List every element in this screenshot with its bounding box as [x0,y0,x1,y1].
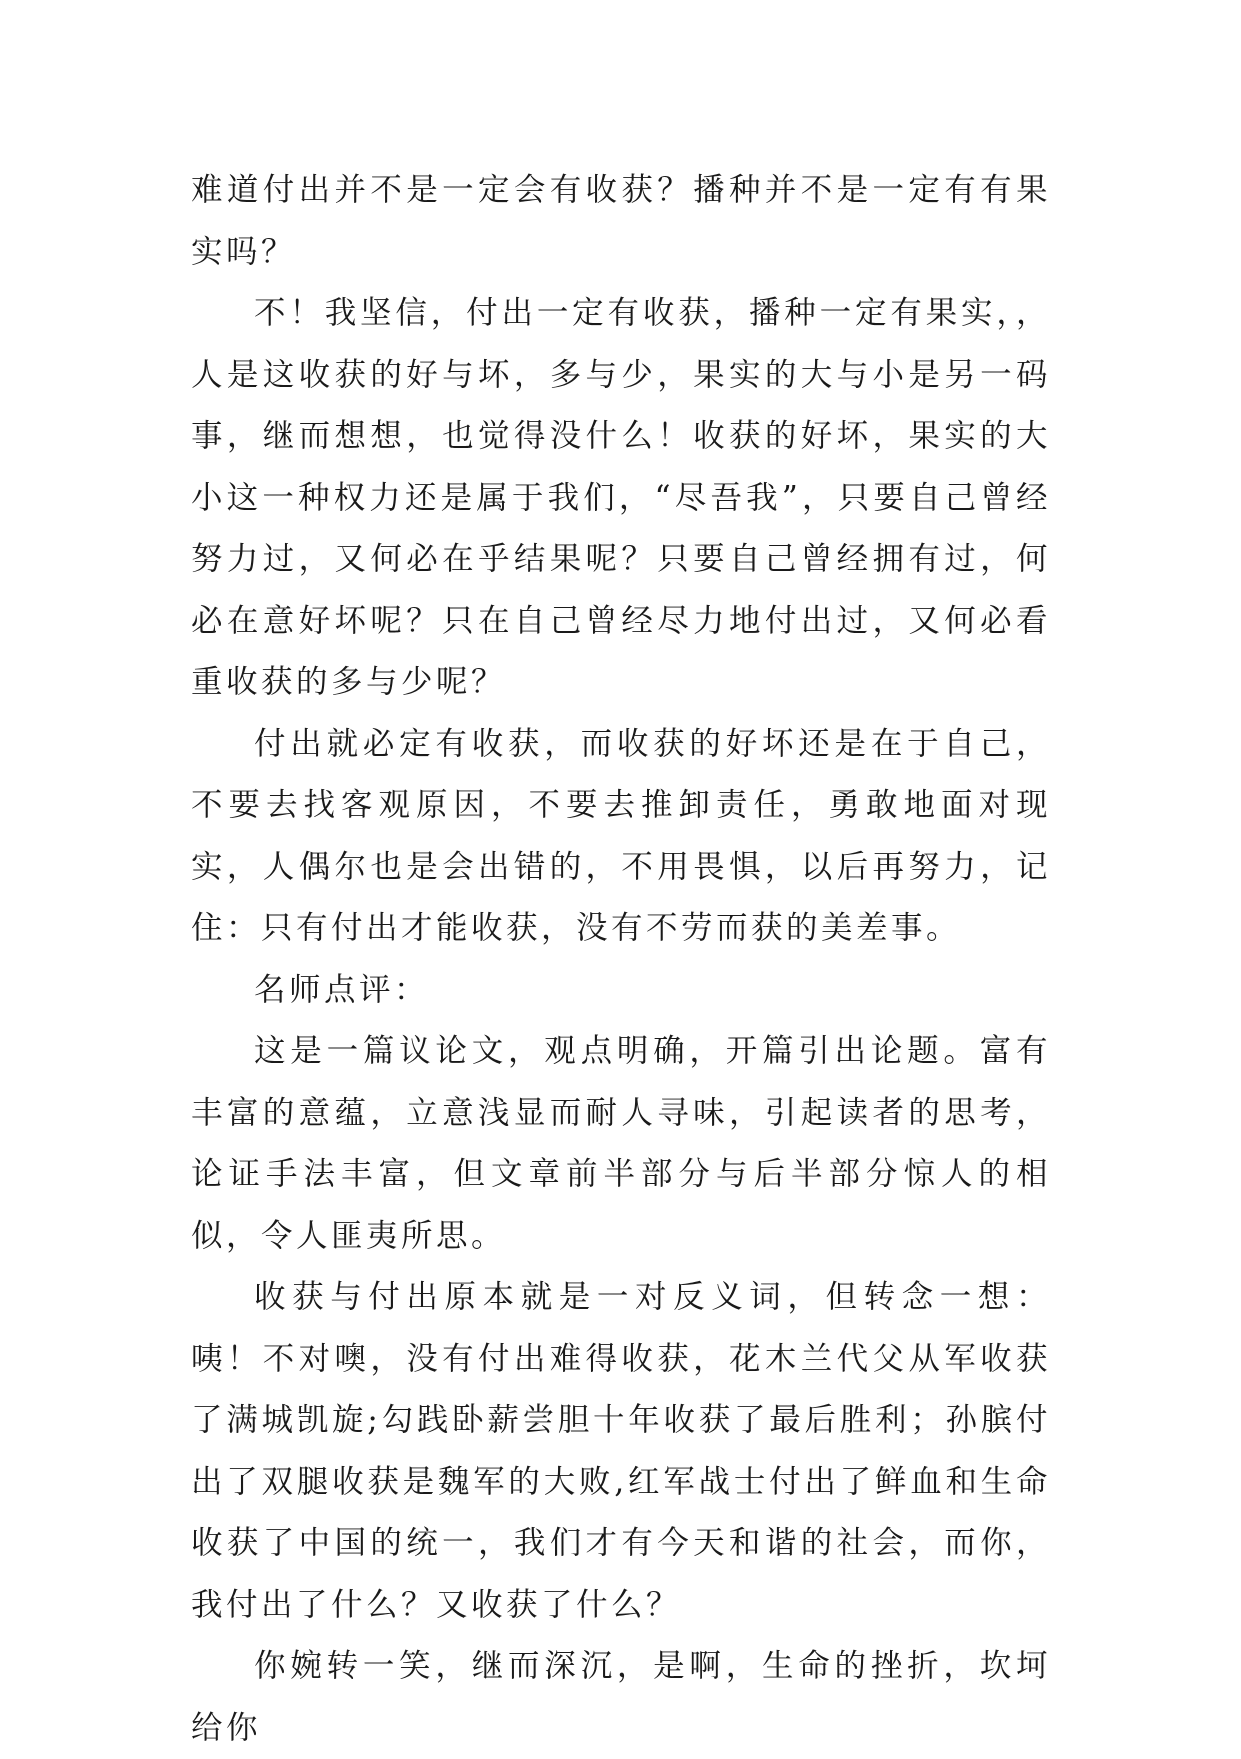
paragraph: 收获与付出原本就是一对反义词，但转念一想：咦！不对噢，没有付出难得收获，花木兰代父从军收获了满城凯旋;勾践卧薪尝胆十年收获了最后胜利；孙膑付出了双腿收获是魏军的大败,红军战士付出了鲜血和生命收获了中国的统一，我们才有今天和谐的社会，而你，我付出了什么？又收获了什么？ [191,1279,1051,1623]
essay-body [191,160,1051,1759]
paragraph: 你婉转一笑，继而深沉，是啊，生命的挫折，坎坷给你 [191,1648,1051,1746]
paragraph-continuation: 难道付出并不是一定会有收获？播种并不是一定有有果实吗？ [191,172,1051,270]
paragraph: 付出就必定有收获，而收获的好坏还是在于自己，不要去找客观原因，不要去推卸责任，勇敢地面对现实，人偶尔也是会出错的，不用畏惧，以后再努力，记住：只有付出才能收获，没有不劳而获的美差事。 [191,725,1051,946]
teacher-comment-heading: 名师点评： [254,971,430,1008]
teacher-comment: 这是一篇议论文，观点明确，开篇引出论题。富有丰富的意蕴，立意浅显而耐人寻味，引起读者的思考，论证手法丰富，但文章前半部分与后半部分惊人的相似，令人匪夷所思。 [191,1033,1051,1254]
paragraph: 不！我坚信，付出一定有收获，播种一定有果实，，人是这收获的好与坏，多与少，果实的大与小是另一码事，继而想想，也觉得没什么！收获的好坏，果实的大小这一种权力还是属于我们，“尽吾我”，只要自己曾经努力过，又何必在乎结果呢？只要自己曾经拥有过，何必在意好坏呢？只在自己曾经尽力地付出过，又何必看重收获的多与少呢？ [191,295,1051,700]
